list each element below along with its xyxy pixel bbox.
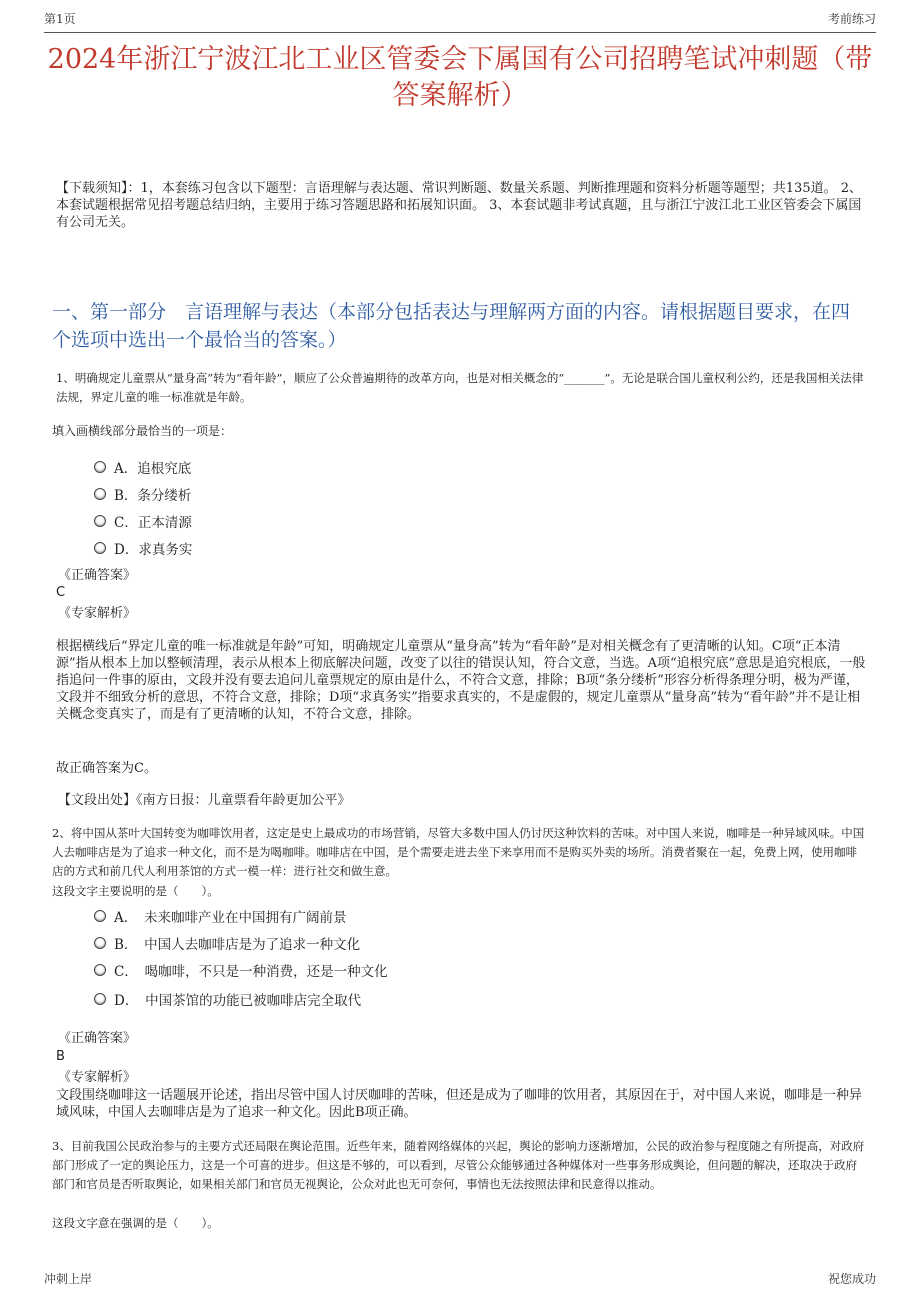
- radio-icon[interactable]: [94, 964, 106, 976]
- page-number: 第1页: [44, 12, 76, 26]
- radio-icon[interactable]: [94, 461, 106, 473]
- question-2-prompt: 这段文字主要说明的是（ ）。: [52, 884, 219, 898]
- q2-option-c[interactable]: C． 喝咖啡，不只是一种消费，还是一种文化: [94, 960, 388, 980]
- section-title: 一、第一部分 言语理解与表达（本部分包括表达与理解两方面的内容。请根据题目要求，在四个选项中选出一个最恰当的答案。）: [52, 301, 851, 351]
- q2-analysis: 文段围绕咖啡这一话题展开论述，指出尽管中国人讨厌咖啡的苦味，但还是成为了咖啡的饮用者，其原因在于，对中国人来说，咖啡是一种异域风味，中国人去咖啡店是为了追求一种文化。因此B项正确。: [56, 1088, 863, 1120]
- question-1-stem: 1、明确规定儿童票从“量身高”转为“看年龄”，顺应了公众普遍期待的改革方向，也是对相关概念的“_______”。无论是联合国儿童权利公约，还是我国相关法律法规，界定儿童的唯一标准就是年龄。: [56, 371, 864, 404]
- question-3-prompt: 这段文字意在强调的是（ ）。: [52, 1216, 219, 1230]
- page-header: [44, 10, 876, 33]
- q1-option-d[interactable]: D．求真务实: [94, 538, 192, 558]
- page-footer: [44, 1270, 876, 1287]
- radio-icon[interactable]: [94, 910, 106, 922]
- q2-option-d[interactable]: D． 中国茶馆的功能已被咖啡店完全取代: [94, 989, 361, 1009]
- radio-icon[interactable]: [94, 488, 106, 500]
- q1-answer: C: [56, 585, 66, 600]
- q1-option-c[interactable]: C．正本清源: [94, 511, 192, 531]
- radio-icon[interactable]: [94, 542, 106, 554]
- page-title: 2024年浙江宁波江北工业区管委会下属国有公司招聘笔试冲刺题（带答案解析）: [47, 44, 873, 111]
- q1-analysis: 根据横线后“界定儿童的唯一标准就是年龄”可知，明确规定儿童票从“量身高”转为“看年龄”是对相关概念有了更清晰的认知。C项“正本清源”指从根本上加以整顿清理，表示从根本上彻底解决问题，改变了以往的错误认知，符合文意，当选。A项“追根究底”意思是追究根底，一般指追问一件事的原由，文段并没有要去追问儿童票规定的原由是什么，不符合文意，排除；B项“条分缕析”形容分析得条理分明，极为严谨，文段并不细致分析的意思，不符合文意，排除；D项“求真务实”指要求真实的，不是虚假的，规定儿童票从“量身高”转为“看年龄”并不是让相关概念变真实了，而是有了更清晰的认知，不符合文意，排除。: [56, 639, 866, 722]
- radio-icon[interactable]: [94, 937, 106, 949]
- header-tag: 考前练习: [827, 12, 876, 26]
- radio-icon[interactable]: [94, 993, 106, 1005]
- download-notice: 【下载须知】：1，本套练习包含以下题型：言语理解与表达题、常识判断题、数量关系题、判断推理题和资料分析题等题型；共135道。 2、本套试题根据常见招考题总结归纳，主要用于练习答题思路和拓展知识面。 3、本套试题非考试真题，且与浙江宁波江北工业区管委会下属国有公司无关。: [56, 181, 862, 230]
- q1-answer-label: 《正确答案》: [58, 568, 137, 583]
- q2-analysis-label: 《专家解析》: [58, 1070, 137, 1085]
- question-1-prompt: 填入画横线部分最恰当的一项是：: [52, 424, 233, 438]
- footer-left: 冲刺上岸: [44, 1272, 93, 1286]
- q1-source: 【文段出处】《南方日报：儿童票看年龄更加公平》: [58, 793, 351, 808]
- question-3-stem: 3、目前我国公民政治参与的主要方式还局限在舆论范围。近些年来，随着网络媒体的兴起，舆论的影响力逐渐增加，公民的政治参与程度随之有所提高，对政府部门形成了一定的舆论压力，这是一个可喜的进步。但这是不够的，可以看到，尽管公众能够通过各种媒体对一些事务形成舆论，但问题的解决，还取决于政府部门和官员是否听取舆论，如果相关部门和官员无视舆论，公众对此也无可奈何，事情也无法按照法律和民意得以推动。: [52, 1139, 865, 1191]
- q2-answer: B: [56, 1049, 65, 1064]
- q1-option-a[interactable]: A．追根究底: [94, 457, 191, 477]
- question-2-stem: 2、将中国从茶叶大国转变为咖啡饮用者，这定是史上最成功的市场营销，尽管大多数中国人仍讨厌这种饮料的苦味。对中国人来说，咖啡是一种异域风味。中国人去咖啡店是为了追求一种文化，而不是为喝咖啡。咖啡店在中国，是个需要走进去坐下来享用而不是购买外卖的场所。消费者聚在一起，免费上网，使用咖啡店的方式和前几代人利用茶馆的方式一模一样：进行社交和做生意。: [52, 826, 865, 878]
- radio-icon[interactable]: [94, 515, 106, 527]
- q2-answer-label: 《正确答案》: [58, 1031, 137, 1046]
- q1-analysis-label: 《专家解析》: [58, 606, 137, 621]
- q1-conclusion: 故正确答案为C。: [56, 761, 157, 776]
- q1-option-b[interactable]: B．条分缕析: [94, 484, 191, 504]
- footer-right: 祝您成功: [827, 1272, 876, 1286]
- q2-option-b[interactable]: B． 中国人去咖啡店是为了追求一种文化: [94, 933, 360, 953]
- q2-option-a[interactable]: A． 未来咖啡产业在中国拥有广阔前景: [94, 906, 347, 926]
